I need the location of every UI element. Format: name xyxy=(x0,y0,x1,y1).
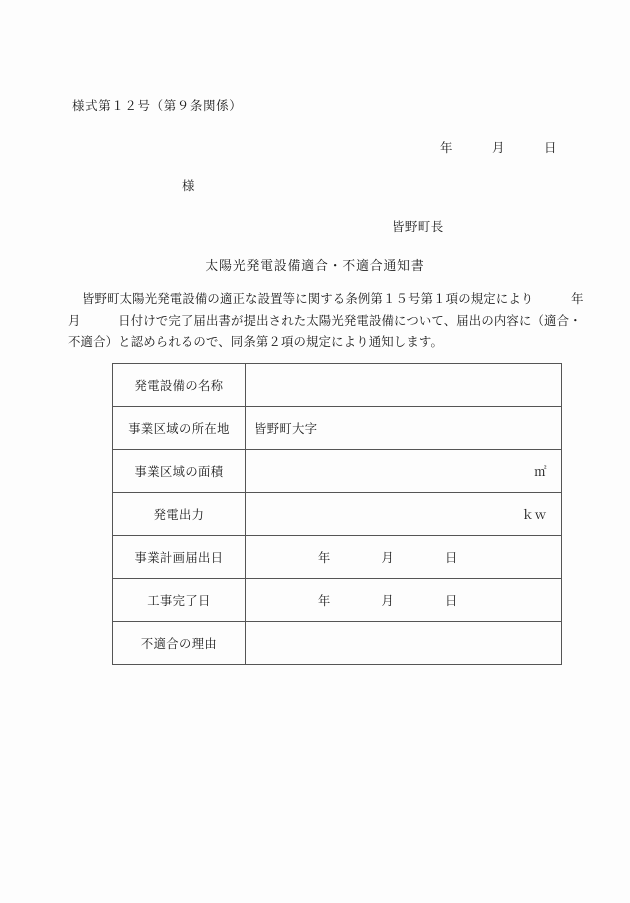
table-body xyxy=(113,364,562,665)
body-paragraph-line-3: 不適合）と認められるので、同条第２項の規定により通知します。 xyxy=(68,334,443,349)
row-label-plan-submission-date: 事業計画届出日 xyxy=(113,536,246,579)
notification-details-table xyxy=(112,363,562,665)
row-value-nonconformity-reason[interactable] xyxy=(246,622,562,665)
issuer-label: 皆野町長 xyxy=(392,219,444,234)
row-label-nonconformity-reason: 不適合の理由 xyxy=(113,622,246,665)
table-row xyxy=(113,450,562,493)
row-value-plan-submission-date[interactable]: 年 月 日 xyxy=(246,536,562,579)
row-value-construction-completion-date[interactable]: 年 月 日 xyxy=(246,579,562,622)
table-row xyxy=(113,622,562,665)
table-row xyxy=(113,536,562,579)
row-value-power-output[interactable]: ｋｗ xyxy=(246,493,562,536)
row-label-construction-completion-date: 工事完了日 xyxy=(113,579,246,622)
table-row xyxy=(113,579,562,622)
body-paragraph-line-2: 月 日付けで完了届出書が提出された太陽光発電設備について、届出の内容に（適合・ xyxy=(68,312,582,328)
row-label-project-area-location: 事業区域の所在地 xyxy=(113,407,246,450)
row-label-power-output: 発電出力 xyxy=(113,493,246,536)
table-row xyxy=(113,407,562,450)
row-label-facility-name: 発電設備の名称 xyxy=(113,364,246,407)
row-label-project-area-size: 事業区域の面積 xyxy=(113,450,246,493)
row-value-project-area-size[interactable]: ㎡ xyxy=(246,450,562,493)
table-row xyxy=(113,364,562,407)
body-paragraph xyxy=(68,288,584,353)
document-title: 太陽光発電設備適合・不適合通知書 xyxy=(205,259,425,274)
body-paragraph-line-1: 皆野町太陽光発電設備の適正な設置等に関する条例第１５号第１項の規定により 年 xyxy=(82,291,584,306)
table-row xyxy=(113,493,562,536)
issue-date-line: 年 月 日 xyxy=(440,140,558,155)
form-number-label: 様式第１２号（第９条関係） xyxy=(72,98,243,113)
row-value-facility-name[interactable] xyxy=(246,364,562,407)
recipient-honorific-label: 様 xyxy=(182,178,195,193)
row-value-project-area-location[interactable]: 皆野町大字 xyxy=(246,407,562,450)
